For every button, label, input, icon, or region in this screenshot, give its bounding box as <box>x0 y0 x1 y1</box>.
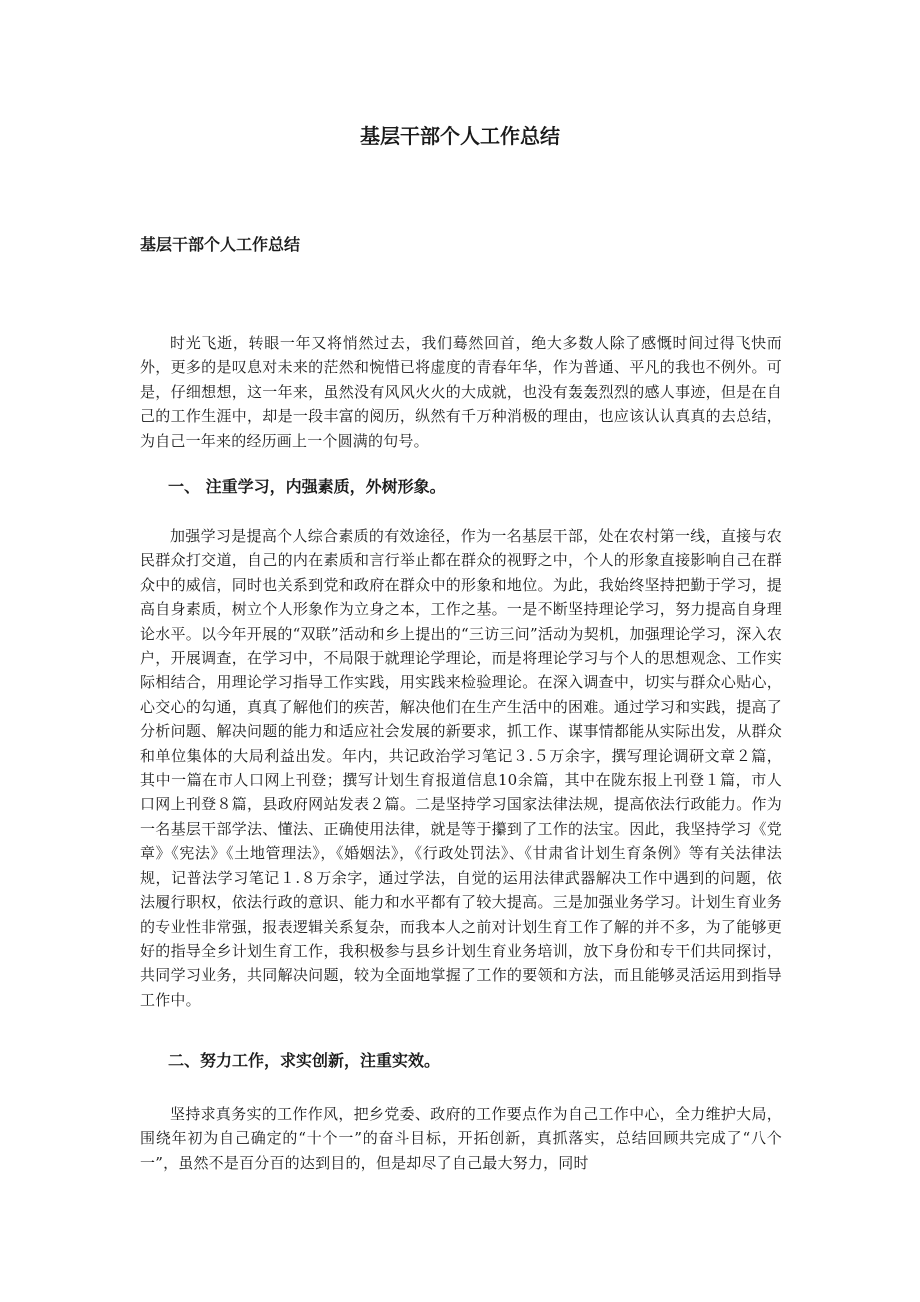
section-body-2: 坚持求真务实的工作作风，把乡党委、政府的工作要点作为自己工作中心，全力维护大局，围绕年初为自己确定的“十个一”的奋斗目标，开拓创新，真抓落实，总结回顾共完成了“八个一”，虽然不是百分百的达到目的，但是却尽了自己最大努力，同时 <box>140 1105 782 1172</box>
section-heading-2: 二、努力工作，求实创新，注重实效。 <box>168 1051 441 1070</box>
section-body-1: 加强学习是提高个人综合素质的有效途径，作为一名基层干部，处在农村第一线，直接与农民群众打交道，自己的内在素质和言行举止都在群众的视野之中，个人的形象直接影响自己在群众中的威信，同时也关系到党和政府在群众中的形象和地位。为此，我始终坚持把勤于学习，提高自身素质，树立个人形象作为立身之本，工作之基。一是不断坚持理论学习，努力提高自身理论水平。以今年开展的“双联”活动和乡上提出的“三访三问”活动为契机，加强理论学习，深入农户，开展调查，在学习中，不局限于就理论学理论，而是将理论学习与个人的思想观念、工作实际相结合，用理论学习指导工作实践，用实践来检验理论。在深入调查中，切实与群众心贴心，心交心的勾通，真真了解他们的疾苦，解决他们在生产生活中的困难。通过学习和实践，提高了分析问题、解决问题的能力和适应社会发展的新要求，抓工作、谋事情都能从实际出发，从群众和单位集体的大局利益出发。年内，共记政治学习笔记３.５万余字，撰写理论调研文章２篇，其中一篇在市人口网上刊登；撰写计划生育报道信息10余篇，其中在陇东报上刊登１篇，市人口网上刊登８篇，县政府网站发表２篇。二是坚持学习国家法律法规，提高依法行政能力。作为一名基层干部学法、懂法、正确使用法律，就是等于攥到了工作的法宝。因此，我坚持学习《党章》《宪法》《土地管理法》，《婚姻法》，《行政处罚法》、《甘肃省计划生育条例》等有关法律法规，记普法学习笔记１.８万余字，通过学法，自觉的运用法律武器解决工作中遇到的问题，依法履行职权，依法行政的意识、能力和水平都有了较大提高。三是加强业务学习。计划生育业务的专业性非常强，报表逻辑关系复杂，而我本人之前对计划生育工作了解的并不多，为了能够更好的指导全乡计划生育工作，我积极参与县乡计划生育业务培训，放下身份和专干们共同探讨，共同学习业务，共同解决问题，较为全面地掌握了工作的要领和方法，而且能够灵活运用到指导工作中。 <box>140 527 782 1009</box>
intro-paragraph: 时光飞逝，转眼一年又将悄然过去，我们蓦然回首，绝大多数人除了感慨时间过得飞快而外，更多的是叹息对未来的茫然和惋惜已将虚度的青春年华，作为普通、平凡的我也不例外。可是，仔细想想，这一年来，虽然没有风风火火的大成就，也没有轰轰烈烈的感人事迹，但是在自己的工作生涯中，却是一段丰富的阅历，纵然有千万种消极的理由，也应该认认真真的去总结，为自己一年来的经历画上一个圆满的句号。 <box>140 334 782 450</box>
document-subtitle: 基层干部个人工作总结 <box>140 235 301 254</box>
document-title: 基层干部个人工作总结 <box>360 124 560 148</box>
section-heading-1: 一、 注重学习，内强素质，外树形象。 <box>168 477 446 496</box>
